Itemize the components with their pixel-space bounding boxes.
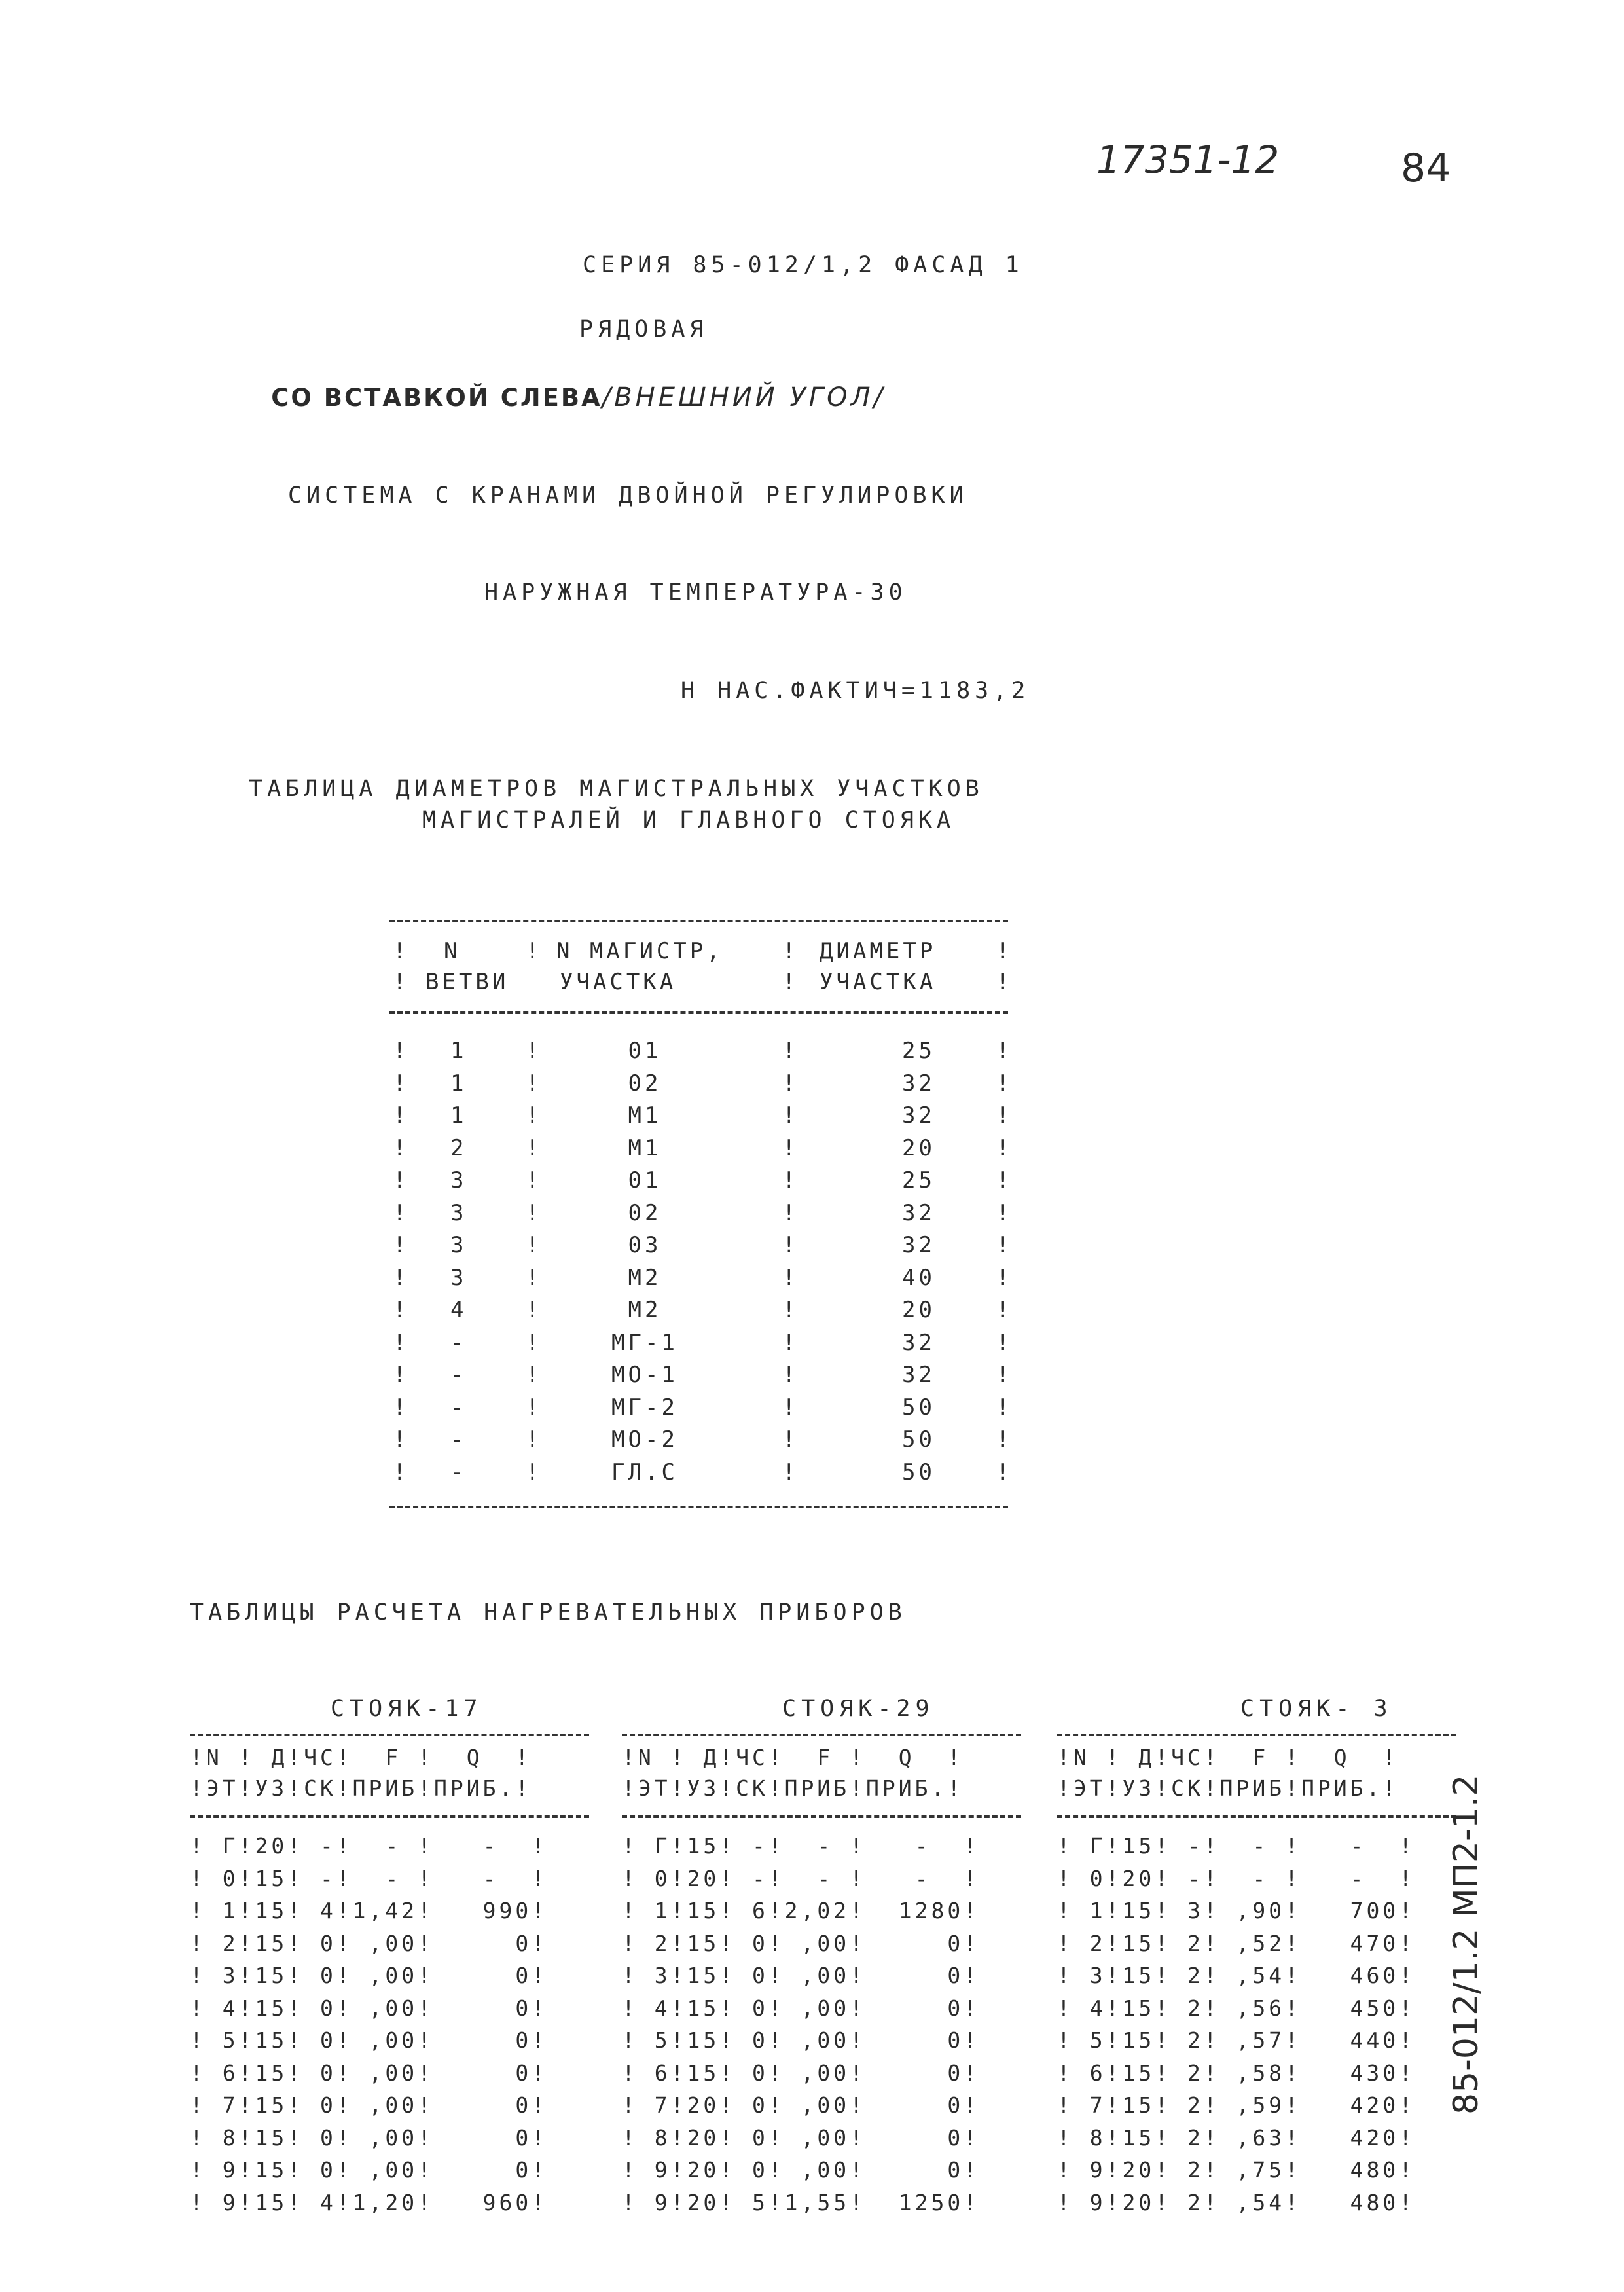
separator: ! (393, 1265, 406, 1291)
table-row: ! 5!15! 2! ,57! 440! (1057, 2028, 1416, 2053)
stack-header-row: !N ! Д!ЧС! F ! Q ! (622, 1745, 964, 1770)
table-row: ! 1!15! 3! ,90! 700! (1057, 1898, 1416, 1923)
cell-diameter: 50 (902, 1427, 935, 1453)
header-branch: ВЕТВИ (425, 969, 509, 995)
header-section-2: УЧАСТКА (820, 969, 937, 995)
separator: ! (996, 938, 1010, 964)
separator: ! (393, 1362, 406, 1388)
type-line: РЯДОВАЯ (579, 316, 708, 342)
stack-name: СТОЯК-17 (331, 1696, 483, 1722)
separator: ! (782, 1167, 796, 1193)
table-row: ! 0!15! -! - ! - ! (190, 1866, 549, 1891)
table-row: ! 8!15! 0! ,00! 0! (190, 2125, 549, 2151)
separator: ! (393, 1135, 406, 1161)
table-rule (190, 1734, 589, 1736)
separator: ! (393, 1038, 406, 1064)
header-branch-n: N (444, 938, 461, 964)
separator: ! (526, 1265, 539, 1291)
separator: ! (526, 938, 539, 964)
cell-section: ГЛ.С (611, 1459, 678, 1485)
separator: ! (996, 1167, 1010, 1193)
cell-section: МГ-1 (611, 1330, 678, 1356)
table-row: ! 5!15! 0! ,00! 0! (622, 2028, 981, 2053)
separator: ! (782, 1427, 796, 1453)
table-row: ! 3!15! 0! ,00! 0! (190, 1963, 549, 1988)
separator: ! (782, 1070, 796, 1097)
separator: ! (393, 1232, 406, 1258)
separator: ! (526, 1394, 539, 1421)
diameters-table-title-1: ТАБЛИЦА ДИАМЕТРОВ МАГИСТРАЛЬНЫХ УЧАСТКОВ (249, 776, 984, 802)
separator: ! (996, 1459, 1010, 1485)
separator: ! (393, 1200, 406, 1226)
header-diameter: ДИАМЕТР (820, 938, 937, 964)
table-row: ! 4!15! 0! ,00! 0! (190, 1995, 549, 2021)
separator: ! (393, 1394, 406, 1421)
cell-branch: - (450, 1427, 467, 1453)
cell-section: 02 (628, 1200, 662, 1226)
cell-branch: 3 (450, 1232, 467, 1258)
separator: ! (393, 1070, 406, 1097)
table-row: ! 2!15! 0! ,00! 0! (622, 1931, 981, 1956)
table-row: ! 0!20! -! - ! - ! (1057, 1866, 1416, 1891)
separator: ! (996, 1265, 1010, 1291)
separator: ! (526, 1427, 539, 1453)
separator: ! (996, 1070, 1010, 1097)
cell-diameter: 32 (902, 1232, 935, 1258)
table-rule-bottom (389, 1506, 1008, 1508)
cell-diameter: 50 (902, 1459, 935, 1485)
table-row: ! 3!15! 2! ,54! 460! (1057, 1963, 1416, 1988)
table-row: ! Г!20! -! - ! - ! (190, 1833, 549, 1859)
cell-diameter: 32 (902, 1362, 935, 1388)
separator: ! (996, 1135, 1010, 1161)
separator: ! (393, 1167, 406, 1193)
cell-section: М1 (628, 1102, 662, 1129)
separator: ! (393, 1459, 406, 1485)
cell-branch: - (450, 1394, 467, 1421)
separator: ! (526, 1362, 539, 1388)
table-rule-header (389, 1011, 1008, 1014)
cell-section: М2 (628, 1265, 662, 1291)
separator: ! (996, 1200, 1010, 1226)
table-row: ! 1!15! 4!1,42! 990! (190, 1898, 549, 1923)
separator: ! (393, 1330, 406, 1356)
cell-branch: 1 (450, 1102, 467, 1129)
separator: ! (393, 938, 406, 964)
separator: ! (782, 1232, 796, 1258)
separator: ! (996, 1102, 1010, 1129)
pressure-line: Н НАС.ФАКТИЧ=1183,2 (681, 678, 1030, 704)
separator: ! (526, 1135, 539, 1161)
table-row: ! 1!15! 6!2,02! 1280! (622, 1898, 981, 1923)
handwritten-document-code: 17351-12 (1096, 137, 1280, 182)
table-row: ! 6!15! 0! ,00! 0! (622, 2060, 981, 2086)
series-line: СЕРИЯ 85-012/1,2 ФАСАД 1 (583, 252, 1024, 278)
table-rule (1057, 1815, 1456, 1818)
cell-section: МО-2 (611, 1427, 678, 1453)
table-row: ! 4!15! 2! ,56! 450! (1057, 1995, 1416, 2021)
cell-branch: 1 (450, 1038, 467, 1064)
table-row: ! 9!20! 5!1,55! 1250! (622, 2190, 981, 2215)
separator: ! (996, 969, 1010, 995)
separator: ! (526, 1167, 539, 1193)
separator: ! (996, 1232, 1010, 1258)
table-rule (1057, 1734, 1456, 1736)
separator: ! (526, 1459, 539, 1485)
cell-branch: 2 (450, 1135, 467, 1161)
cell-section: 03 (628, 1232, 662, 1258)
table-row: ! 6!15! 2! ,58! 430! (1057, 2060, 1416, 2086)
cell-branch: 3 (450, 1167, 467, 1193)
cell-diameter: 20 (902, 1297, 935, 1323)
table-row: ! 7!15! 0! ,00! 0! (190, 2092, 549, 2118)
cell-branch: 4 (450, 1297, 467, 1323)
cell-section: 01 (628, 1167, 662, 1193)
insert-line-prefix: СО ВСТАВКОЙ СЛЕВА (271, 384, 602, 412)
separator: ! (393, 1427, 406, 1453)
separator: ! (526, 1330, 539, 1356)
separator: ! (782, 1459, 796, 1485)
cell-branch: 3 (450, 1265, 467, 1291)
separator: ! (996, 1394, 1010, 1421)
header-section: УЧАСТКА (560, 969, 677, 995)
cell-diameter: 32 (902, 1102, 935, 1129)
separator: ! (996, 1427, 1010, 1453)
separator: ! (782, 1038, 796, 1064)
table-rule (622, 1734, 1021, 1736)
temperature-line: НАРУЖНАЯ ТЕМПЕРАТУРА-30 (484, 579, 907, 606)
separator: ! (526, 1297, 539, 1323)
table-rule-top (389, 920, 1008, 922)
cell-section: МГ-2 (611, 1394, 678, 1421)
separator: ! (782, 1135, 796, 1161)
stack-header-row: !ЭТ!УЗ!СК!ПРИБ!ПРИБ.! (190, 1775, 532, 1801)
insert-line-handwritten: /ВНЕШНИЙ УГОЛ/ (602, 382, 886, 412)
table-row: ! 3!15! 0! ,00! 0! (622, 1963, 981, 1988)
stack-header-row: !N ! Д!ЧС! F ! Q ! (1057, 1745, 1399, 1770)
table-rule (190, 1815, 589, 1818)
table-row: ! 2!15! 2! ,52! 470! (1057, 1931, 1416, 1956)
table-row: ! 0!20! -! - ! - ! (622, 1866, 981, 1891)
separator: ! (996, 1330, 1010, 1356)
separator: ! (996, 1038, 1010, 1064)
cell-branch: 3 (450, 1200, 467, 1226)
separator: ! (526, 1232, 539, 1258)
stack-name: СТОЯК- 3 (1240, 1696, 1393, 1722)
separator: ! (393, 969, 406, 995)
table-row: ! 7!20! 0! ,00! 0! (622, 2092, 981, 2118)
insert-line (259, 370, 886, 412)
separator: ! (526, 1200, 539, 1226)
cell-branch: - (450, 1362, 467, 1388)
stack-header-row: !ЭТ!УЗ!СК!ПРИБ!ПРИБ.! (1057, 1775, 1399, 1801)
separator: ! (393, 1102, 406, 1129)
separator: ! (782, 1362, 796, 1388)
cell-diameter: 25 (902, 1038, 935, 1064)
separator: ! (526, 1102, 539, 1129)
cell-section: М1 (628, 1135, 662, 1161)
table-row: ! 9!20! 0! ,00! 0! (622, 2157, 981, 2183)
separator: ! (782, 1265, 796, 1291)
separator: ! (782, 1102, 796, 1129)
table-row: ! 7!15! 2! ,59! 420! (1057, 2092, 1416, 2118)
separator: ! (782, 969, 796, 995)
cell-section: М2 (628, 1297, 662, 1323)
cell-section: 02 (628, 1070, 662, 1097)
separator: ! (782, 1200, 796, 1226)
separator: ! (526, 1038, 539, 1064)
table-row: ! Г!15! -! - ! - ! (622, 1833, 981, 1859)
table-row: ! 9!20! 2! ,75! 480! (1057, 2157, 1416, 2183)
separator: ! (393, 1297, 406, 1323)
cell-diameter: 25 (902, 1167, 935, 1193)
cell-branch: 1 (450, 1070, 467, 1097)
separator: ! (996, 1362, 1010, 1388)
table-row: ! Г!15! -! - ! - ! (1057, 1833, 1416, 1859)
separator: ! (782, 1297, 796, 1323)
side-stamp: 85-012/1.2 МП2-1.2 (1447, 1774, 1486, 2115)
table-row: ! 8!15! 2! ,63! 420! (1057, 2125, 1416, 2151)
cell-diameter: 20 (902, 1135, 935, 1161)
table-row: ! 6!15! 0! ,00! 0! (190, 2060, 549, 2086)
cell-section: 01 (628, 1038, 662, 1064)
cell-diameter: 50 (902, 1394, 935, 1421)
header-main-section: N МАГИСТР, (556, 938, 723, 964)
table-rule (622, 1815, 1021, 1818)
table-row: ! 9!20! 2! ,54! 480! (1057, 2190, 1416, 2215)
diameters-table-title-2: МАГИСТРАЛЕЙ И ГЛАВНОГО СТОЯКА (422, 807, 956, 833)
table-row: ! 4!15! 0! ,00! 0! (622, 1995, 981, 2021)
separator: ! (996, 1297, 1010, 1323)
page-number: 84 (1401, 145, 1451, 191)
table-row: ! 9!15! 0! ,00! 0! (190, 2157, 549, 2183)
separator: ! (526, 1070, 539, 1097)
cell-branch: - (450, 1459, 467, 1485)
system-line: СИСТЕМА С КРАНАМИ ДВОЙНОЙ РЕГУЛИРОВКИ (288, 482, 968, 509)
cell-branch: - (450, 1330, 467, 1356)
stack-header-row: !N ! Д!ЧС! F ! Q ! (190, 1745, 532, 1770)
table-row: ! 5!15! 0! ,00! 0! (190, 2028, 549, 2053)
separator: ! (782, 1330, 796, 1356)
devices-tables-title: ТАБЛИЦЫ РАСЧЕТА НАГРЕВАТЕЛЬНЫХ ПРИБОРОВ (190, 1599, 907, 1626)
separator: ! (782, 1394, 796, 1421)
table-row: ! 9!15! 4!1,20! 960! (190, 2190, 549, 2215)
cell-diameter: 32 (902, 1330, 935, 1356)
separator: ! (782, 938, 796, 964)
stack-header-row: !ЭТ!УЗ!СК!ПРИБ!ПРИБ.! (622, 1775, 964, 1801)
cell-diameter: 32 (902, 1200, 935, 1226)
cell-diameter: 32 (902, 1070, 935, 1097)
cell-diameter: 40 (902, 1265, 935, 1291)
table-row: ! 8!20! 0! ,00! 0! (622, 2125, 981, 2151)
table-row: ! 2!15! 0! ,00! 0! (190, 1931, 549, 1956)
cell-section: МО-1 (611, 1362, 678, 1388)
stack-name: СТОЯК-29 (782, 1696, 935, 1722)
